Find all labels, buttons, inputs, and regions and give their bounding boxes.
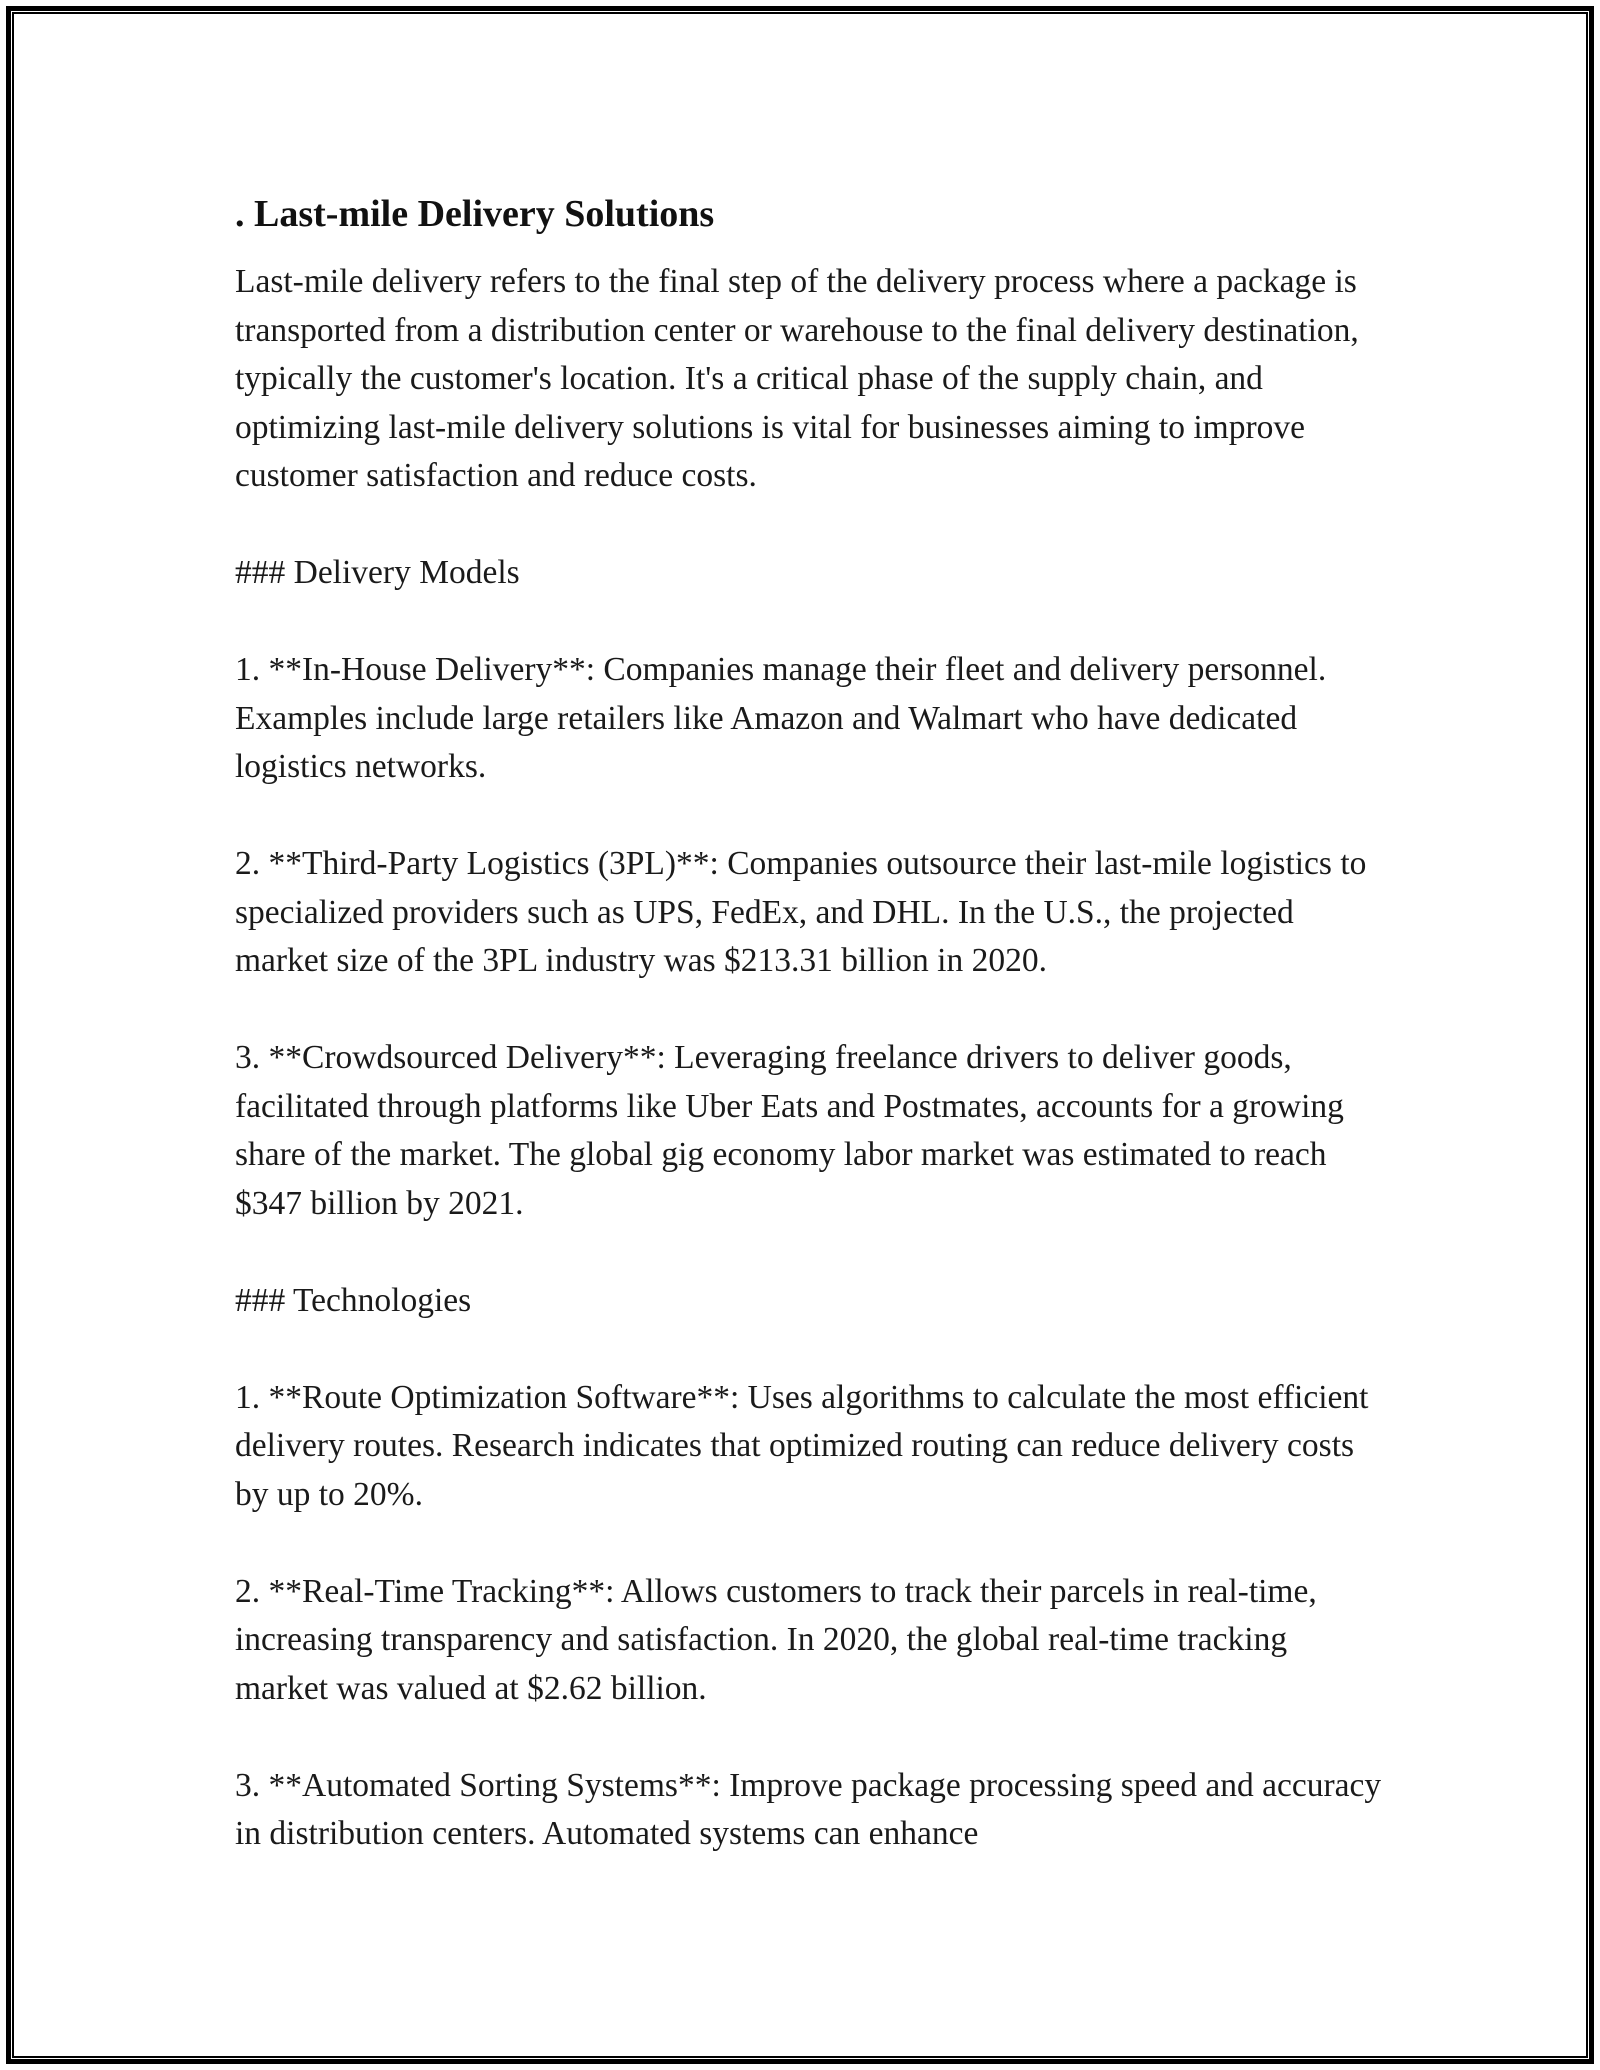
list-item-crowdsourced-delivery: 3. **Crowdsourced Delivery**: Leveraging freelance drivers to deliver goods, facilitated through platforms like Uber Eats and Postmates, accounts for a growing share of the market. The global gig economy labor market was estimated to reach $347 billion by 2021.	[235, 1039, 1344, 1222]
intro-paragraph: Last-mile delivery refers to the final step of the delivery process where a package is transported from a distribution center or warehouse to the final delivery destination, typically the customer's location. It's a critical phase of the supply chain, and optimizing last-mile delivery solutions is vital for businesses aiming to improve customer satisfaction and reduce costs.	[235, 263, 1359, 494]
list-item-third-party-logistics: 2. **Third-Party Logistics (3PL)**: Companies outsource their last-mile logistics to specialized providers such as UPS, FedEx, and DHL. In the U.S., the projected market size of the 3PL industry was $213.31 billion in 2020.	[235, 845, 1367, 979]
section-heading-technologies: ### Technologies	[235, 1281, 472, 1319]
list-item-route-optimization: 1. **Route Optimization Software**: Uses algorithms to calculate the most efficient delivery routes. Research indicates that optimized routing can reduce delivery costs by up to 20%.	[235, 1378, 1369, 1513]
page-title: . Last-mile Delivery Solutions	[235, 193, 715, 235]
list-item-in-house-delivery: 1. **In-House Delivery**: Companies manage their fleet and delivery personnel. Examples include large retailers like Amazon and Walmart who have dedicated logistics networks.	[235, 651, 1327, 785]
list-item-automated-sorting: 3. **Automated Sorting Systems**: Improve package processing speed and accuracy in distribution centers. Automated systems can enhance	[235, 1766, 1382, 1852]
list-item-real-time-tracking: 2. **Real-Time Tracking**: Allows customers to track their parcels in real-time, increasing transparency and satisfaction. In 2020, the global real-time tracking market was valued at $2.62 billion.	[235, 1572, 1317, 1707]
document-body	[235, 188, 1385, 1859]
section-heading-delivery-models: ### Delivery Models	[235, 554, 520, 591]
